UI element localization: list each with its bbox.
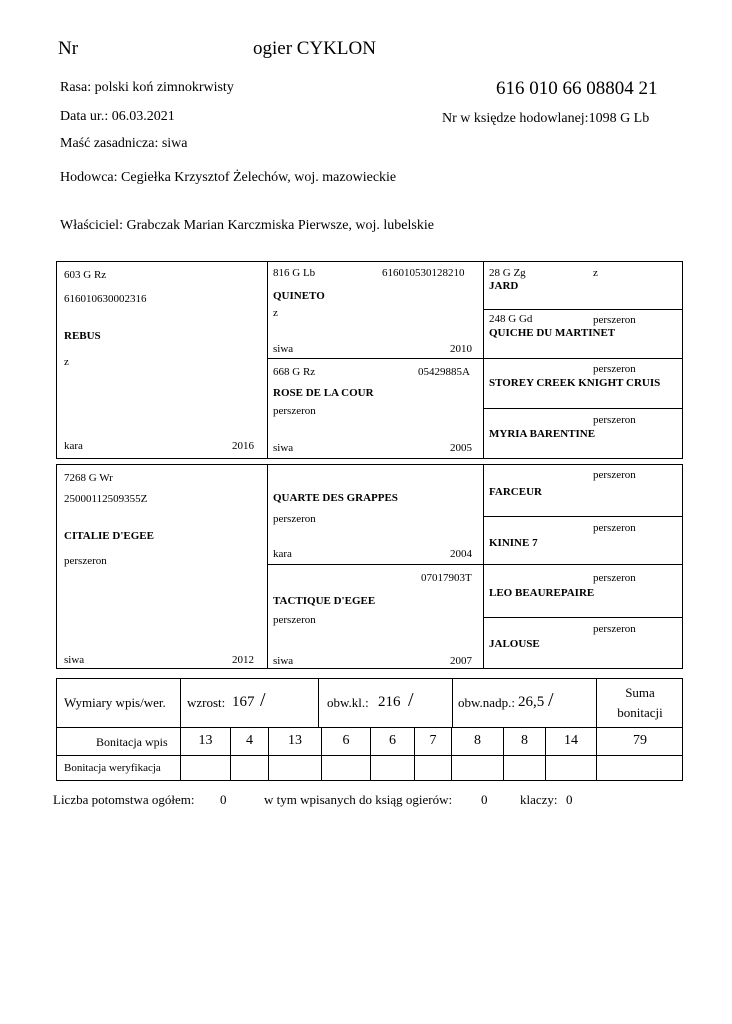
ss-reg: 816 G Lb — [273, 267, 316, 279]
coat-color: Maść zasadnicza: siwa — [60, 136, 188, 151]
dam-reg: 7268 G Wr — [64, 472, 113, 484]
sss-name: JARD — [489, 280, 519, 292]
ds-color: kara — [273, 548, 292, 560]
ss-breed: z — [273, 307, 278, 319]
dd-breed: perszeron — [273, 614, 316, 626]
ssd-name: QUICHE DU MARTINET — [489, 327, 616, 339]
sire-breed: z — [64, 356, 69, 368]
offspring-label: Liczba potomstwa ogółem: — [53, 792, 195, 807]
bonitation-score: 7 — [429, 733, 437, 748]
dsd-name: KININE 7 — [489, 537, 538, 549]
studbook-number: Nr w księdze hodowlanej:1098 G Lb — [442, 111, 650, 126]
sd-color: siwa — [273, 442, 294, 454]
dss-name: FARCEUR — [489, 486, 542, 498]
measurements-label: Wymiary wpis/wer. — [64, 695, 166, 710]
ds-name: QUARTE DES GRAPPES — [273, 492, 398, 504]
sdd-breed: perszeron — [593, 414, 636, 426]
horse-title: ogier CYKLON — [253, 38, 376, 59]
dd-name: TACTIQUE D'EGEE — [273, 595, 376, 607]
height-label: wzrost: — [187, 695, 226, 710]
bonitation-sum: 79 — [633, 733, 647, 748]
owner: Właściciel: Grabczak Marian Karczmiska Pierwsze, woj. lubelskie — [60, 218, 434, 233]
cannon-slash: / — [408, 689, 414, 711]
sire-color: kara — [64, 440, 83, 452]
dam-name: CITALIE D'EGEE — [64, 530, 154, 542]
chest-label: obw.nadp.: — [458, 695, 515, 710]
ds-year: 2004 — [450, 548, 472, 560]
sds-name: STOREY CREEK KNIGHT CRUIS — [489, 377, 661, 389]
dam-breed: perszeron — [64, 555, 107, 567]
sum-label-1: Suma — [625, 685, 655, 700]
ss-id: 616010530128210 — [382, 267, 465, 279]
dd-year: 2007 — [450, 655, 472, 667]
sire-id: 616010630002316 — [64, 293, 147, 305]
ss-name: QUINETO — [273, 290, 325, 302]
mares-label: klaczy: — [520, 792, 558, 807]
sire-name: REBUS — [64, 330, 101, 342]
sd-id: 05429885A — [418, 366, 470, 378]
breed: Rasa: polski koń zimnokrwisty — [60, 80, 234, 95]
bonitation-score: 6 — [389, 733, 396, 748]
ss-color: siwa — [273, 343, 294, 355]
dds-name: LEO BEAUREPAIRE — [489, 587, 595, 599]
dam-id: 25000112509355Z — [64, 493, 148, 505]
sire-year: 2016 — [232, 440, 254, 452]
sd-reg: 668 G Rz — [273, 366, 316, 378]
bonitation-ver-label: Bonitacja weryfikacja — [64, 762, 161, 774]
sd-name: ROSE DE LA COUR — [273, 387, 374, 399]
dds-breed: perszeron — [593, 572, 636, 584]
ssd-reg: 248 G Gd — [489, 313, 533, 325]
sss-reg: 28 G Zg — [489, 267, 526, 279]
sds-breed: perszeron — [593, 363, 636, 375]
breeder: Hodowca: Cegiełka Krzysztof Żelechów, woj. mazowieckie — [60, 170, 397, 185]
dsd-breed: perszeron — [593, 522, 636, 534]
ssd-breed: perszeron — [593, 314, 636, 326]
bonitation-score: 4 — [246, 733, 253, 748]
registered-value: 0 — [481, 792, 488, 807]
cannon-label: obw.kl.: — [327, 695, 369, 710]
nr-label: Nr — [58, 38, 79, 59]
dss-breed: perszeron — [593, 469, 636, 481]
sd-breed: perszeron — [273, 405, 316, 417]
sd-year: 2005 — [450, 442, 472, 454]
height-value: 167 — [232, 694, 255, 710]
ds-breed: perszeron — [273, 513, 316, 525]
sss-breed: z — [593, 267, 598, 279]
bonitation-score: 8 — [474, 733, 481, 748]
dd-color: siwa — [273, 655, 294, 667]
registered-label: w tym wpisanych do ksiąg ogierów: — [264, 792, 453, 807]
bonitation-wpis-label: Bonitacja wpis — [96, 735, 168, 749]
offspring-value: 0 — [220, 792, 227, 807]
bonitation-score: 13 — [198, 733, 213, 748]
dam-color: siwa — [64, 654, 85, 666]
ss-year: 2010 — [450, 343, 472, 355]
sum-label-2: bonitacji — [617, 705, 663, 720]
bonitation-score: 8 — [521, 733, 528, 748]
dam-year: 2012 — [232, 654, 254, 666]
chest-value: 26,5 — [518, 694, 545, 710]
ddd-name: JALOUSE — [489, 638, 540, 650]
height-slash: / — [260, 689, 266, 711]
chest-slash: / — [548, 689, 554, 711]
cannon-value: 216 — [378, 694, 401, 710]
bonitation-score: 13 — [288, 733, 302, 748]
birth-date: Data ur.: 06.03.2021 — [60, 109, 175, 124]
id-number: 616 010 66 08804 21 — [496, 78, 658, 99]
ddd-breed: perszeron — [593, 623, 636, 635]
sdd-name: MYRIA BARENTINE — [489, 428, 596, 440]
dd-id: 07017903T — [421, 572, 472, 584]
bonitation-score: 6 — [342, 733, 350, 748]
bonitation-score: 14 — [564, 733, 578, 748]
mares-value: 0 — [566, 792, 573, 807]
sire-reg: 603 G Rz — [64, 269, 107, 281]
